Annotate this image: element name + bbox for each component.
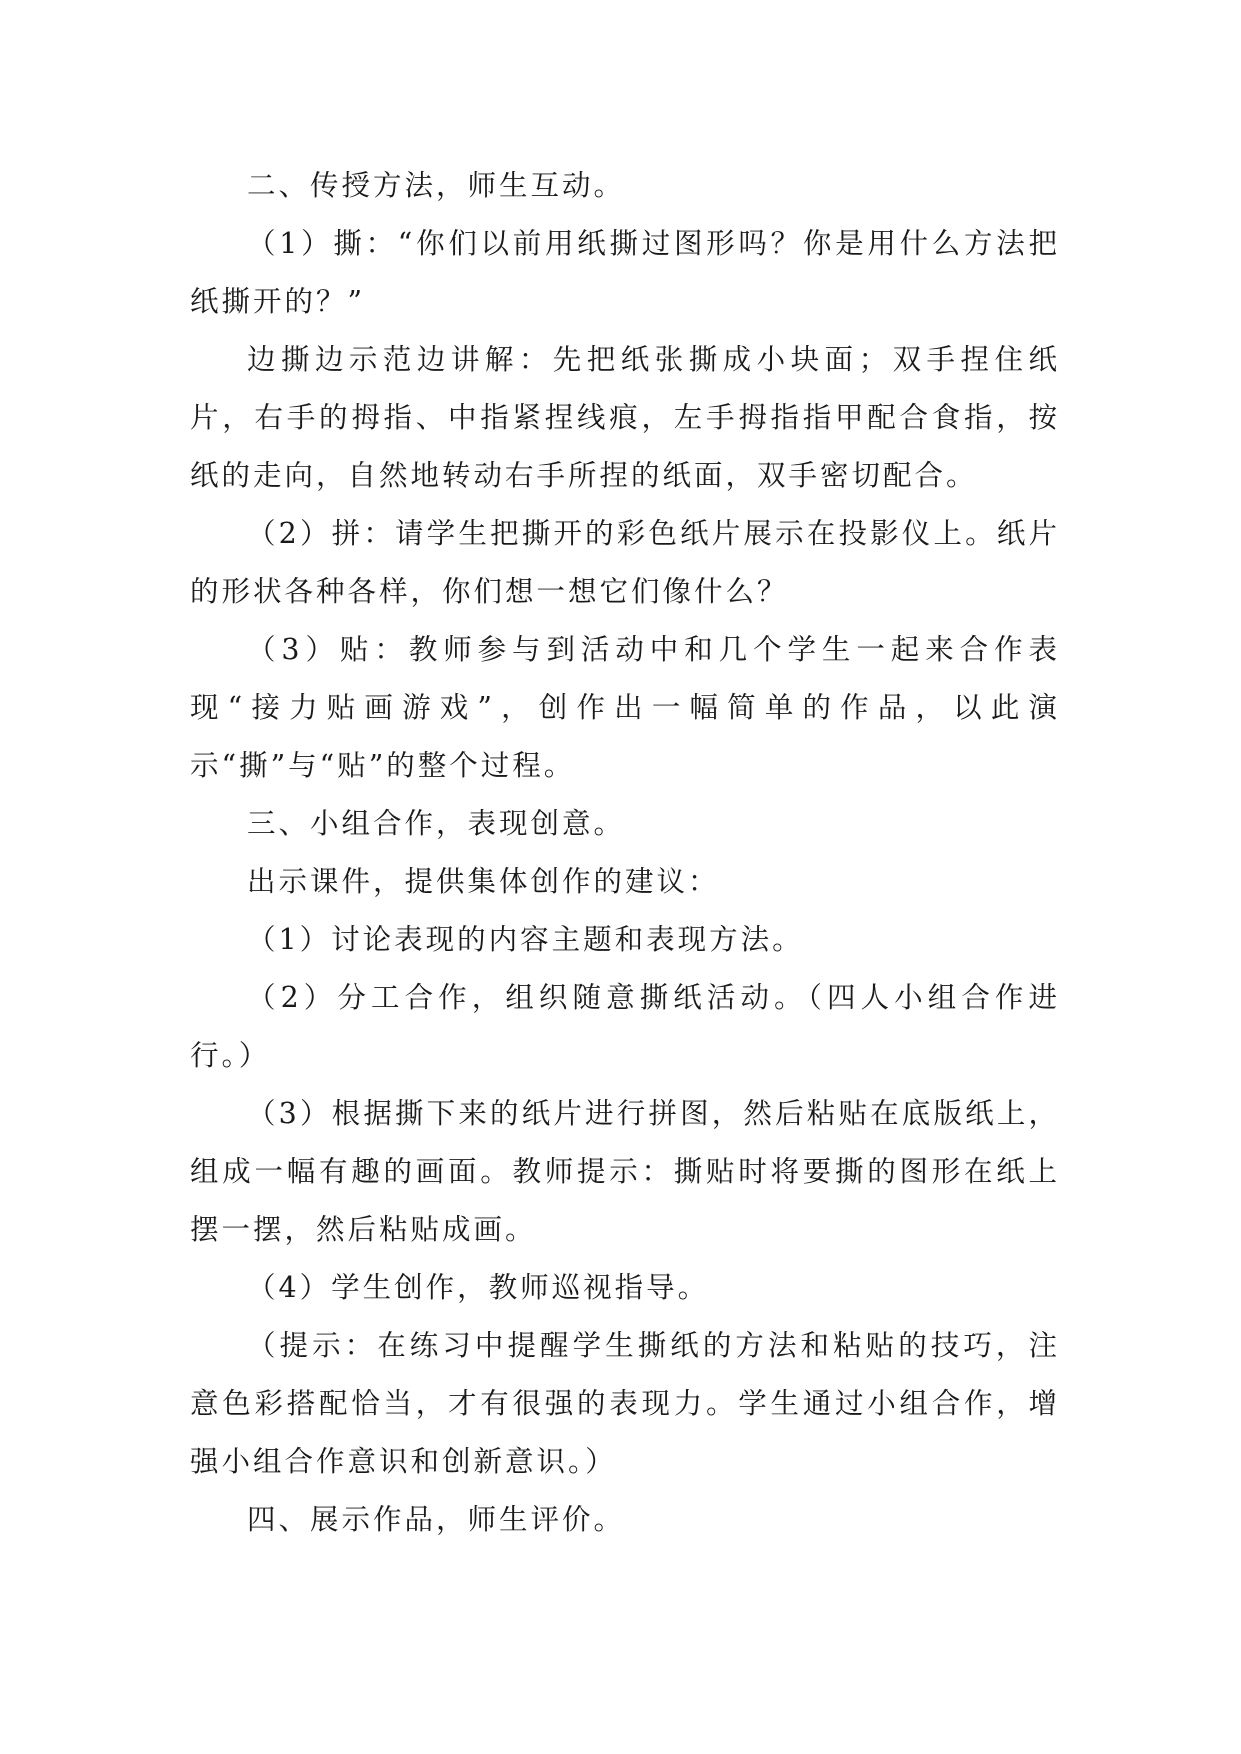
section-heading-2: 二、传授方法，师生互动。	[247, 169, 626, 202]
list-item-1: （1）讨论表现的内容主题和表现方法。	[247, 923, 804, 956]
paragraph-demonstration: 边撕边示范边讲解：先把纸张撕成小块面；双手捏住纸片，右手的拇指、中指紧捏线痕，左手拇指指甲配合食指，按纸的走向，自然地转动右手所捏的纸面，双手密切配合。	[190, 343, 1060, 492]
paragraph-assemble: （2）拼：请学生把撕开的彩色纸片展示在投影仪上。纸片的形状各种各样，你们想一想它们像什么？	[190, 517, 1060, 608]
paragraph-tear: （1）撕：“你们以前用纸撕过图形吗？你是用什么方法把纸撕开的？”	[190, 227, 1060, 318]
list-item-4: （4）学生创作，教师巡视指导。	[247, 1271, 710, 1304]
paragraph-tip: （提示：在练习中提醒学生撕纸的方法和粘贴的技巧，注意色彩搭配恰当，才有很强的表现力。学生通过小组合作，增强小组合作意识和创新意识。）	[190, 1329, 1060, 1478]
section-heading-3: 三、小组合作，表现创意。	[247, 807, 626, 840]
list-item-3: （3）根据撕下来的纸片进行拼图，然后粘贴在底版纸上，组成一幅有趣的画面。教师提示：撕贴时将要撕的图形在纸上摆一摆，然后粘贴成画。	[190, 1097, 1060, 1246]
section-heading-4: 四、展示作品，师生评价。	[247, 1503, 626, 1536]
document-body	[190, 157, 1060, 1549]
paragraph-courseware: 出示课件，提供集体创作的建议：	[247, 865, 720, 898]
paragraph-paste: （3）贴：教师参与到活动中和几个学生一起来合作表现“接力贴画游戏”，创作出一幅简单的作品，以此演示“撕”与“贴”的整个过程。	[190, 633, 1060, 782]
list-item-2: （2）分工合作，组织随意撕纸活动。（四人小组合作进行。）	[190, 981, 1060, 1072]
